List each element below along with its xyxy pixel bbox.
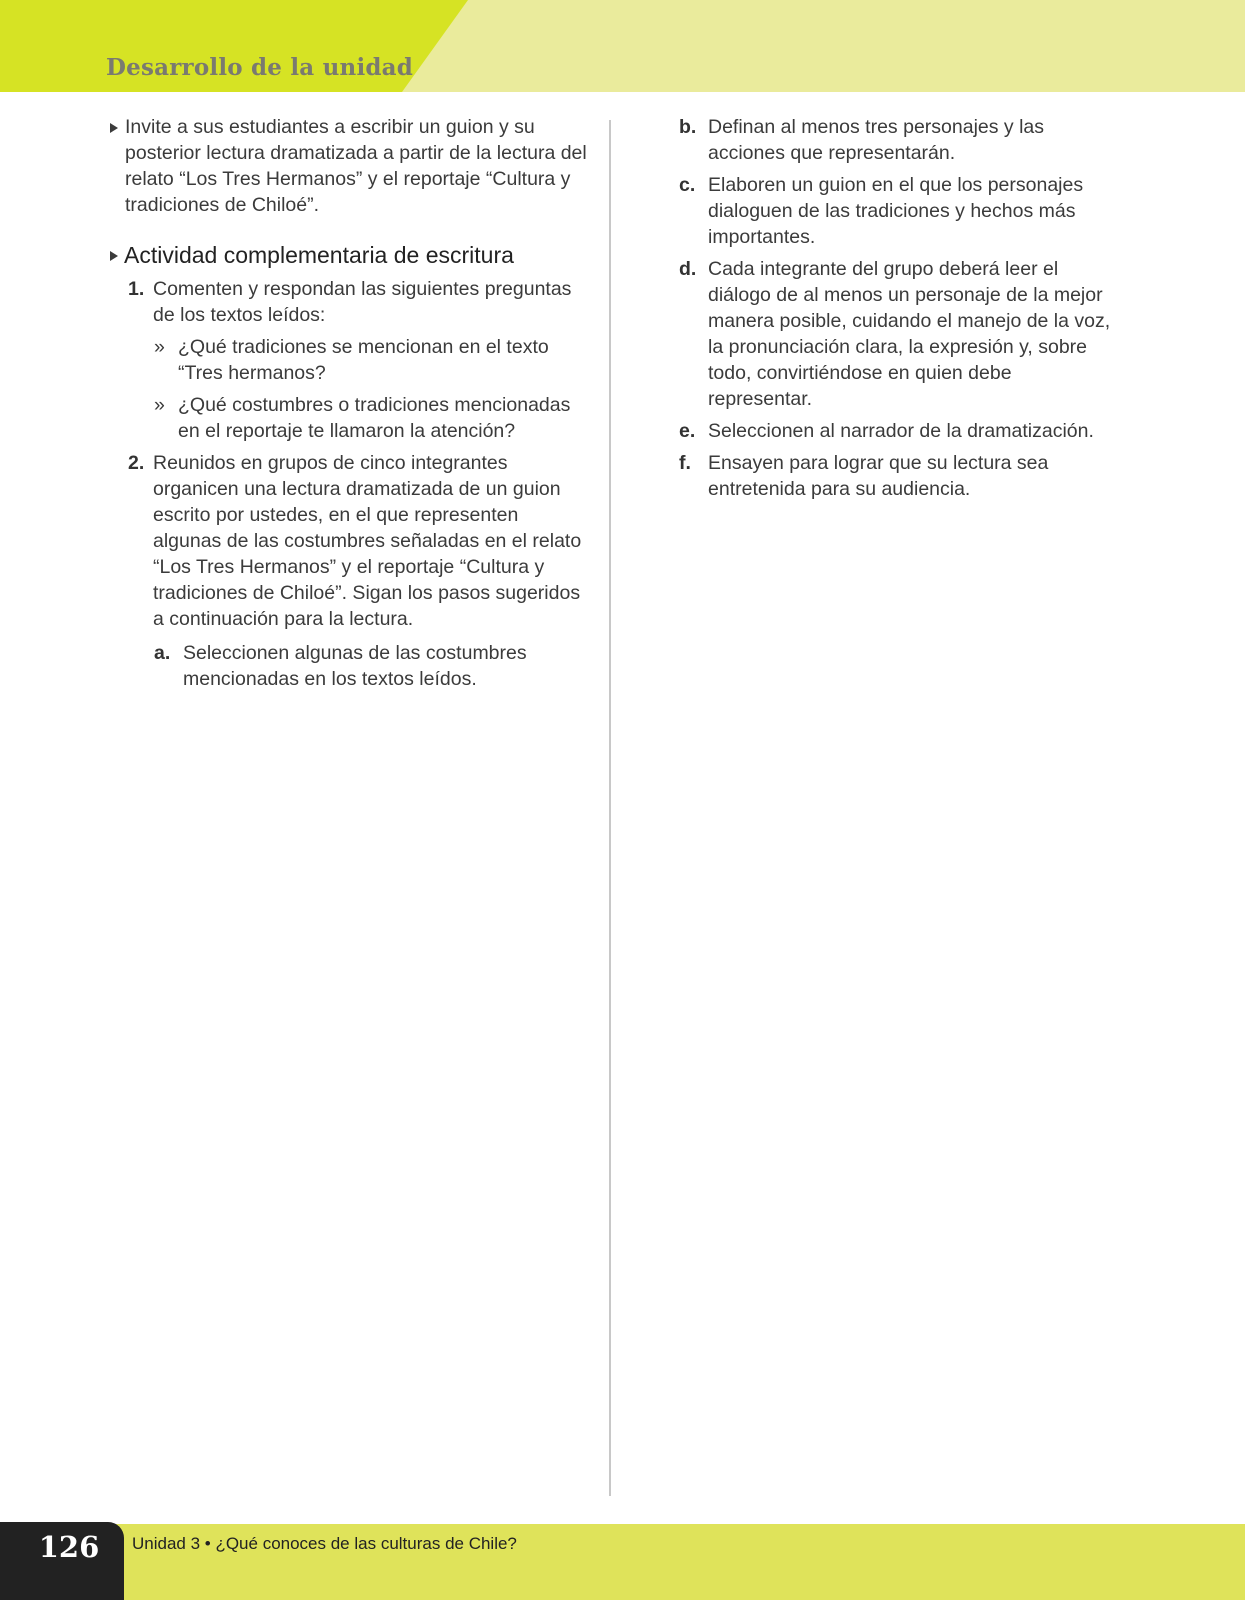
- page-title: Desarrollo de la unidad: [106, 54, 414, 81]
- left-column: [106, 114, 590, 692]
- step-text: Definan al menos tres personajes y las acciones que representarán.: [708, 116, 1045, 164]
- right-column: [674, 114, 1116, 508]
- step-text: Cada integrante del grupo deberá leer el diálogo de al menos un personaje de la mejor manera posible, cuidando el manejo de la voz, la pronunciación clara, la expresión y, sobre todo, convirtiéndose en quien debe representar.: [708, 258, 1111, 410]
- step-item-f: [674, 450, 1116, 502]
- question-item: [106, 392, 590, 444]
- list-item-1: [106, 276, 590, 328]
- item-number: 1.: [128, 278, 145, 300]
- step-text: Seleccionen algunas de las costumbres mencionadas en los textos leídos.: [183, 642, 527, 690]
- step-letter: c.: [679, 174, 696, 196]
- question-text: ¿Qué tradiciones se mencionan en el texto “Tres hermanos?: [178, 336, 549, 384]
- item-text: Comenten y respondan las siguientes preguntas de los textos leídos:: [153, 278, 572, 326]
- step-item-d: [674, 256, 1116, 412]
- guillemet-bullet-icon: »: [154, 336, 165, 358]
- list-item-2: [106, 450, 590, 632]
- step-letter: d.: [679, 258, 697, 280]
- step-letter: f.: [679, 452, 691, 474]
- intro-text: Invite a sus estudiantes a escribir un guion y su posterior lectura dramatizada a partir de la lectura del relato “Los Tres Hermanos” y el reportaje “Cultura y tradiciones de Chiloé”.: [125, 116, 587, 216]
- step-letter: b.: [679, 116, 697, 138]
- step-item-b: [674, 114, 1116, 166]
- footer-unit-title: Unidad 3 • ¿Qué conoces de las culturas de Chile?: [132, 1534, 517, 1553]
- intro-paragraph: [106, 114, 590, 218]
- item-number: 2.: [128, 452, 145, 474]
- page-number: 126: [38, 1530, 100, 1564]
- step-text: Ensayen para lograr que su lectura sea entretenida para su audiencia.: [708, 452, 1049, 500]
- step-text: Elaboren un guion en el que los personajes dialoguen de las tradiciones y hechos más importantes.: [708, 174, 1084, 248]
- column-divider: [609, 120, 611, 1496]
- question-item: [106, 334, 590, 386]
- step-item-a: [106, 640, 590, 692]
- section-heading-text: Actividad complementaria de escritura: [124, 242, 514, 268]
- step-item-e: [674, 418, 1116, 444]
- step-letter: e.: [679, 420, 696, 442]
- item-text: Reunidos en grupos de cinco integrantes organicen una lectura dramatizada de un guion escrito por ustedes, en el que representen algunas de las costumbres señaladas en el relato “Los Tres Hermanos” y el reportaje “Cultura y tradiciones de Chiloé”. Sigan los pasos sugeridos a continuación para la lectura.: [153, 452, 582, 630]
- step-text: Seleccionen al narrador de la dramatización.: [708, 420, 1094, 442]
- triangle-bullet-icon: [110, 123, 118, 133]
- question-text: ¿Qué costumbres o tradiciones mencionadas en el reportaje te llamaron la atención?: [178, 394, 571, 442]
- section-heading: [106, 240, 590, 270]
- step-letter: a.: [154, 642, 171, 664]
- guillemet-bullet-icon: »: [154, 394, 165, 416]
- step-item-c: [674, 172, 1116, 250]
- triangle-bullet-icon: [110, 251, 118, 261]
